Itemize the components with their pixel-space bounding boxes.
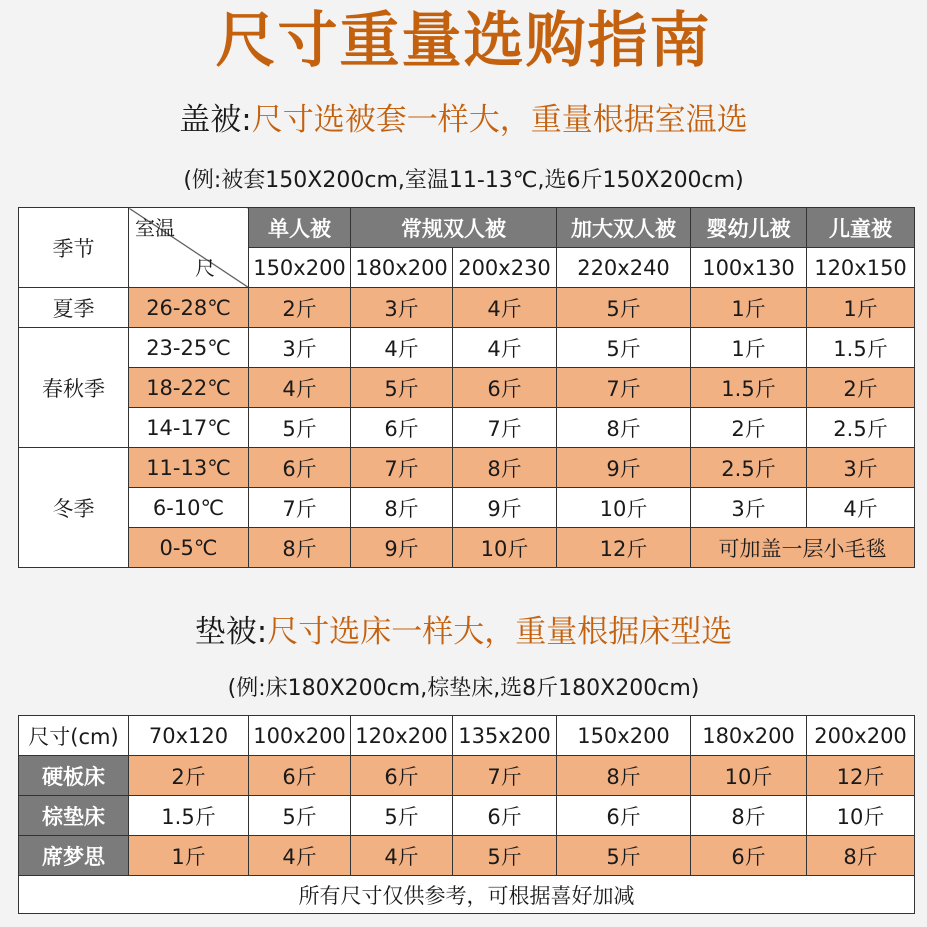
weight-cell: 9斤 xyxy=(351,528,453,568)
size-cell: 150x200 xyxy=(249,248,351,288)
weight-cell: 4斤 xyxy=(453,288,557,328)
temp-cell: 26-28℃ xyxy=(129,288,249,328)
weight-cell: 8斤 xyxy=(557,408,691,448)
temp-cell: 11-13℃ xyxy=(129,448,249,488)
season-winter: 冬季 xyxy=(19,448,129,568)
size-cell: 120x150 xyxy=(807,248,915,288)
size-cell: 200x230 xyxy=(453,248,557,288)
weight-cell: 2斤 xyxy=(807,368,915,408)
weight-cell: 6斤 xyxy=(351,408,453,448)
size-cell: 200x200 xyxy=(807,716,915,756)
temp-header: 室温 xyxy=(135,216,175,240)
weight-cell: 10斤 xyxy=(453,528,557,568)
weight-cell: 4斤 xyxy=(351,328,453,368)
section1-heading xyxy=(0,100,927,140)
table-row xyxy=(19,328,915,368)
season-header: 季节 xyxy=(19,208,129,288)
weight-cell: 5斤 xyxy=(557,328,691,368)
season-summer: 夏季 xyxy=(19,288,129,328)
weight-cell: 5斤 xyxy=(351,368,453,408)
weight-cell: 2斤 xyxy=(691,408,807,448)
weight-cell: 5斤 xyxy=(557,288,691,328)
weight-cell: 1斤 xyxy=(807,288,915,328)
weight-cell: 5斤 xyxy=(453,836,557,876)
category-child: 儿童被 xyxy=(807,208,915,248)
temp-cell: 18-22℃ xyxy=(129,368,249,408)
weight-cell: 7斤 xyxy=(557,368,691,408)
weight-cell: 3斤 xyxy=(351,288,453,328)
size-cell: 70x120 xyxy=(129,716,249,756)
size-label: 尺寸(cm) xyxy=(19,716,129,756)
weight-cell: 1斤 xyxy=(691,328,807,368)
weight-cell: 2斤 xyxy=(249,288,351,328)
blanket-note: 可加盖一层小毛毯 xyxy=(691,528,915,568)
weight-cell: 6斤 xyxy=(557,796,691,836)
mattress-pad-weight-table xyxy=(18,715,915,914)
temp-size-header xyxy=(129,208,249,288)
section2-heading-value: 尺寸选床一样大，重量根据床型选 xyxy=(267,614,733,650)
bed-type-palm: 棕垫床 xyxy=(19,796,129,836)
weight-cell: 10斤 xyxy=(557,488,691,528)
table-row xyxy=(19,408,915,448)
weight-cell: 8斤 xyxy=(807,836,915,876)
footnote: 所有尺寸仅供参考，可根据喜好加减 xyxy=(19,876,915,914)
section2-heading-key: 垫被: xyxy=(194,614,268,650)
weight-cell: 10斤 xyxy=(807,796,915,836)
size-cell: 135x200 xyxy=(453,716,557,756)
temp-cell: 23-25℃ xyxy=(129,328,249,368)
table-row xyxy=(19,288,915,328)
weight-cell: 5斤 xyxy=(249,796,351,836)
weight-cell: 4斤 xyxy=(249,836,351,876)
section1-example: (例:被套150X200cm,室温11-13℃,选6斤150X200cm) xyxy=(183,168,744,193)
weight-cell: 1.5斤 xyxy=(807,328,915,368)
weight-cell: 4斤 xyxy=(807,488,915,528)
table-row xyxy=(19,528,915,568)
weight-cell: 2斤 xyxy=(129,756,249,796)
weight-cell: 7斤 xyxy=(351,448,453,488)
weight-cell: 8斤 xyxy=(249,528,351,568)
section2-example: (例:床180X200cm,棕垫床,选8斤180X200cm) xyxy=(227,676,700,701)
section2-heading xyxy=(0,612,927,652)
weight-cell: 8斤 xyxy=(557,756,691,796)
weight-cell: 3斤 xyxy=(249,328,351,368)
category-large-double: 加大双人被 xyxy=(557,208,691,248)
temp-cell: 0-5℃ xyxy=(129,528,249,568)
size-cell: 120x200 xyxy=(351,716,453,756)
weight-cell: 3斤 xyxy=(807,448,915,488)
weight-cell: 12斤 xyxy=(557,528,691,568)
weight-cell: 5斤 xyxy=(351,796,453,836)
weight-cell: 4斤 xyxy=(351,836,453,876)
table-row xyxy=(19,716,915,756)
size-cell: 180x200 xyxy=(691,716,807,756)
weight-cell: 1.5斤 xyxy=(691,368,807,408)
section1-heading-key: 盖被: xyxy=(179,102,252,138)
weight-cell: 4斤 xyxy=(453,328,557,368)
table-row xyxy=(19,368,915,408)
section1-heading-value: 尺寸选被套一样大，重量根据室温选 xyxy=(251,102,748,138)
size-cell: 100x200 xyxy=(249,716,351,756)
temp-cell: 14-17℃ xyxy=(129,408,249,448)
weight-cell: 5斤 xyxy=(557,836,691,876)
quilt-weight-table xyxy=(18,207,915,568)
weight-cell: 8斤 xyxy=(453,448,557,488)
weight-cell: 10斤 xyxy=(691,756,807,796)
bed-type-hard: 硬板床 xyxy=(19,756,129,796)
page-title: 尺寸重量选购指南 xyxy=(215,6,712,76)
size-cell: 180x200 xyxy=(351,248,453,288)
table-row xyxy=(19,488,915,528)
weight-cell: 9斤 xyxy=(557,448,691,488)
weight-cell: 2.5斤 xyxy=(691,448,807,488)
size-cell: 100x130 xyxy=(691,248,807,288)
season-spring-autumn: 春秋季 xyxy=(19,328,129,448)
size-cell: 220x240 xyxy=(557,248,691,288)
weight-cell: 6斤 xyxy=(691,836,807,876)
weight-cell: 8斤 xyxy=(351,488,453,528)
size-header: 尺 xyxy=(195,256,215,280)
weight-cell: 4斤 xyxy=(249,368,351,408)
weight-cell: 8斤 xyxy=(691,796,807,836)
weight-cell: 6斤 xyxy=(453,368,557,408)
weight-cell: 1斤 xyxy=(691,288,807,328)
category-single: 单人被 xyxy=(249,208,351,248)
bed-type-spring: 席梦思 xyxy=(19,836,129,876)
weight-cell: 7斤 xyxy=(453,756,557,796)
weight-cell: 6斤 xyxy=(453,796,557,836)
weight-cell: 7斤 xyxy=(453,408,557,448)
temp-cell: 6-10℃ xyxy=(129,488,249,528)
weight-cell: 3斤 xyxy=(691,488,807,528)
table-row xyxy=(19,448,915,488)
weight-cell: 1.5斤 xyxy=(129,796,249,836)
table-row xyxy=(19,796,915,836)
weight-cell: 7斤 xyxy=(249,488,351,528)
weight-cell: 6斤 xyxy=(351,756,453,796)
category-infant: 婴幼儿被 xyxy=(691,208,807,248)
table-row xyxy=(19,876,915,914)
size-cell: 150x200 xyxy=(557,716,691,756)
table-row xyxy=(19,756,915,796)
weight-cell: 1斤 xyxy=(129,836,249,876)
weight-cell: 12斤 xyxy=(807,756,915,796)
weight-cell: 2.5斤 xyxy=(807,408,915,448)
table-row xyxy=(19,836,915,876)
category-double: 常规双人被 xyxy=(351,208,557,248)
weight-cell: 6斤 xyxy=(249,756,351,796)
weight-cell: 5斤 xyxy=(249,408,351,448)
weight-cell: 9斤 xyxy=(453,488,557,528)
weight-cell: 6斤 xyxy=(249,448,351,488)
